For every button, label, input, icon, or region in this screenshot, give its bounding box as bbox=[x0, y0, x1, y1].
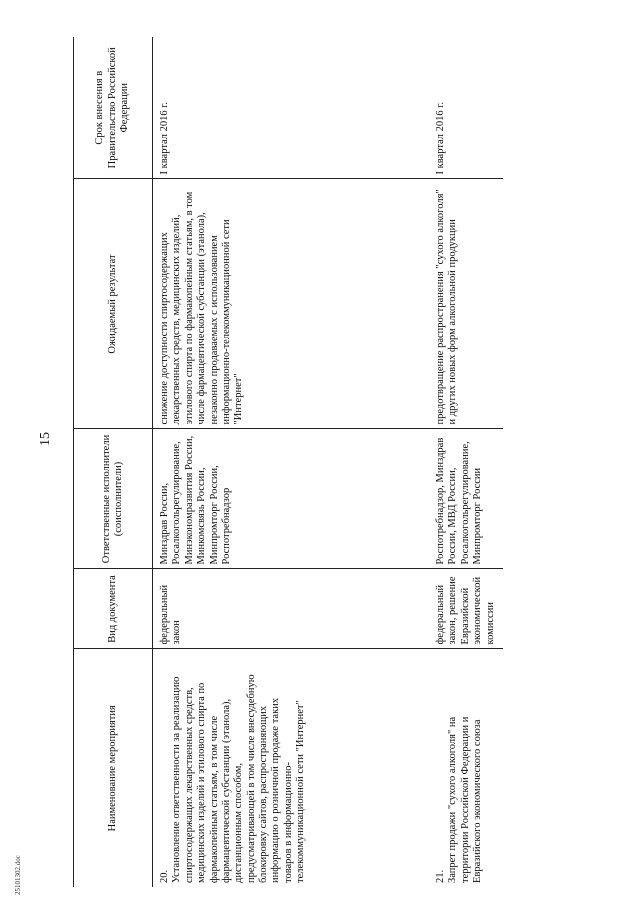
rotated-table-container bbox=[73, 37, 541, 887]
expected-result-cell: снижение доступности спиртосодержащих лекарственных средств, медицинских изделий, этилового спирта по фармакопейным статьям, в том числе фармацевтической субстанции (этанола), незаконно продаваемых с использованием информационно-телекоммуникационной сети "Интернет" bbox=[153, 179, 430, 429]
measure-cell bbox=[429, 649, 503, 887]
table-header-row bbox=[74, 37, 153, 887]
measure-name: Запрет продажи "сухого алкоголя" на территории Российской Федерации и Евразийского экономического союза bbox=[447, 716, 484, 883]
header-document-type: Вид документа bbox=[74, 569, 153, 649]
expected-result-cell: предотвращение распространения "сухого алкоголя" и других новых форм алкогольной продукции bbox=[429, 179, 503, 429]
row-number: 21. bbox=[435, 869, 446, 883]
executors-cell: Минздрав России, Росалкогольрегулирование, Минэкономразвития России, Минкомсвязь России, Минпромторг России, Роспотребнадзор bbox=[153, 429, 430, 569]
header-measure-name: Наименование мероприятия bbox=[74, 649, 153, 887]
page-number: 15 bbox=[38, 432, 53, 446]
document-code: 25101302.doc bbox=[14, 855, 22, 895]
deadline-cell: I квартал 2016 г. bbox=[429, 37, 503, 179]
row-number: 20. bbox=[159, 869, 170, 883]
measures-table bbox=[73, 37, 503, 887]
deadline-cell: I квартал 2016 г. bbox=[153, 37, 430, 179]
document-type-cell: федеральный закон bbox=[153, 569, 430, 649]
header-expected-result: Ожидаемый результат bbox=[74, 179, 153, 429]
document-type-cell: федеральный закон, решение Евразийской экономической комиссии bbox=[429, 569, 503, 649]
table-row bbox=[429, 37, 503, 887]
table-row bbox=[153, 37, 430, 887]
executors-cell: Роспотребнадзор, Минздрав России, МВД России, Росалкогольрегулирование, Минпромторг России bbox=[429, 429, 503, 569]
measure-name: Установление ответственности за реализацию спиртосодержащих лекарственных средств, медицинских изделий и этилового спирта по фармакопейным статьям, в том числе фармацевтической субстанции (этанола), дистанционным способом, предусматривающей в том числе внесудебную блокировку сайтов, распространяющих информацию о розничной продаже таких товаров в информационно-телекоммуникационной сети "Интернет" bbox=[171, 674, 307, 883]
measure-cell bbox=[153, 649, 430, 887]
header-executors: Ответственные исполнители (соисполнители) bbox=[74, 429, 153, 569]
header-deadline: Срок внесения в Правительство Российской Федерации bbox=[74, 37, 153, 179]
